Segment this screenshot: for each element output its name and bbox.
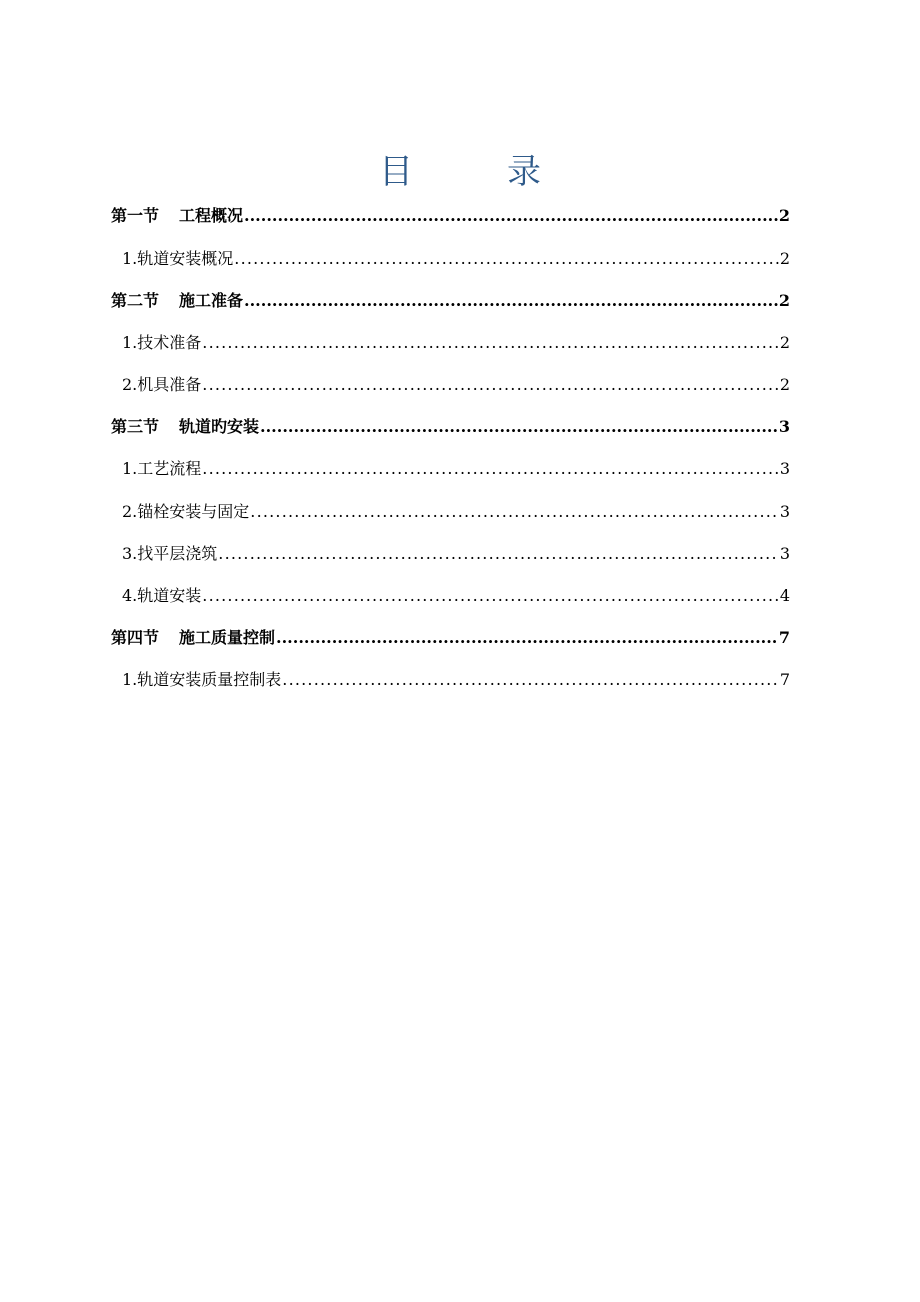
toc-entry-section-3[interactable] bbox=[111, 415, 790, 439]
toc-entry-page: 7 bbox=[778, 628, 790, 647]
toc-dot-leader bbox=[202, 584, 779, 608]
toc-entry-label: 1.工艺流程 bbox=[122, 459, 202, 478]
toc-entry-subsection[interactable] bbox=[122, 500, 790, 524]
toc-dot-leader bbox=[202, 457, 779, 481]
toc-title: 目 录 bbox=[379, 152, 571, 192]
toc-entry-label: 3.找平层浇筑 bbox=[122, 544, 218, 563]
toc-entry-label: 工程概况 bbox=[179, 206, 244, 225]
toc-entry-label: 4.轨道安装 bbox=[122, 586, 202, 605]
toc-entry-section-number: 第一节 bbox=[111, 206, 160, 225]
toc-dot-leader bbox=[202, 373, 779, 397]
toc-entry-page: 2 bbox=[779, 249, 790, 268]
toc-entry-label: 施工质量控制 bbox=[179, 628, 276, 647]
toc-entry-page: 3 bbox=[778, 417, 790, 436]
toc-entry-section-2[interactable] bbox=[111, 289, 790, 313]
toc-dot-leader bbox=[202, 331, 779, 355]
toc-entry-subsection[interactable] bbox=[122, 584, 790, 608]
toc-entry-page: 2 bbox=[779, 333, 790, 352]
toc-entry-subsection[interactable] bbox=[122, 542, 790, 566]
toc-dot-leader bbox=[244, 204, 778, 228]
toc-entry-label: 轨道旳安装 bbox=[179, 417, 260, 436]
toc-dot-leader bbox=[234, 247, 779, 271]
toc-entry-section-4[interactable] bbox=[111, 626, 790, 650]
toc-entry-label: 施工准备 bbox=[179, 291, 244, 310]
toc-entry-subsection[interactable] bbox=[122, 457, 790, 481]
toc-dot-leader bbox=[250, 500, 779, 524]
toc-entry-section-number: 第二节 bbox=[111, 291, 160, 310]
toc-entry-section-number: 第四节 bbox=[111, 628, 160, 647]
toc-dot-leader bbox=[218, 542, 779, 566]
toc-entry-label: 2.锚栓安装与固定 bbox=[122, 502, 250, 521]
toc-entry-subsection[interactable] bbox=[122, 331, 790, 355]
toc-entry-label: 1.技术准备 bbox=[122, 333, 202, 352]
toc-entry-page: 2 bbox=[778, 291, 790, 310]
toc-dot-leader bbox=[260, 415, 778, 439]
toc-entry-page: 3 bbox=[779, 459, 790, 478]
toc-dot-leader bbox=[282, 668, 779, 692]
toc-entry-section-number: 第三节 bbox=[111, 417, 160, 436]
toc-dot-leader bbox=[244, 289, 778, 313]
toc-entry-page: 7 bbox=[779, 670, 790, 689]
toc-entry-page: 3 bbox=[779, 544, 790, 563]
toc-entry-subsection[interactable] bbox=[122, 247, 790, 271]
toc-entry-subsection[interactable] bbox=[122, 668, 790, 692]
toc-entry-label: 1.轨道安装质量控制表 bbox=[122, 670, 282, 689]
toc-entry-label: 1.轨道安装概况 bbox=[122, 249, 234, 268]
toc-entry-page: 2 bbox=[779, 375, 790, 394]
toc-entry-page: 2 bbox=[778, 206, 790, 225]
toc-entry-label: 2.机具准备 bbox=[122, 375, 202, 394]
toc-entry-subsection[interactable] bbox=[122, 373, 790, 397]
toc-entry-section-1[interactable] bbox=[111, 204, 790, 228]
toc-entry-page: 4 bbox=[779, 586, 790, 605]
toc-dot-leader bbox=[276, 626, 778, 650]
toc-entry-page: 3 bbox=[779, 502, 790, 521]
